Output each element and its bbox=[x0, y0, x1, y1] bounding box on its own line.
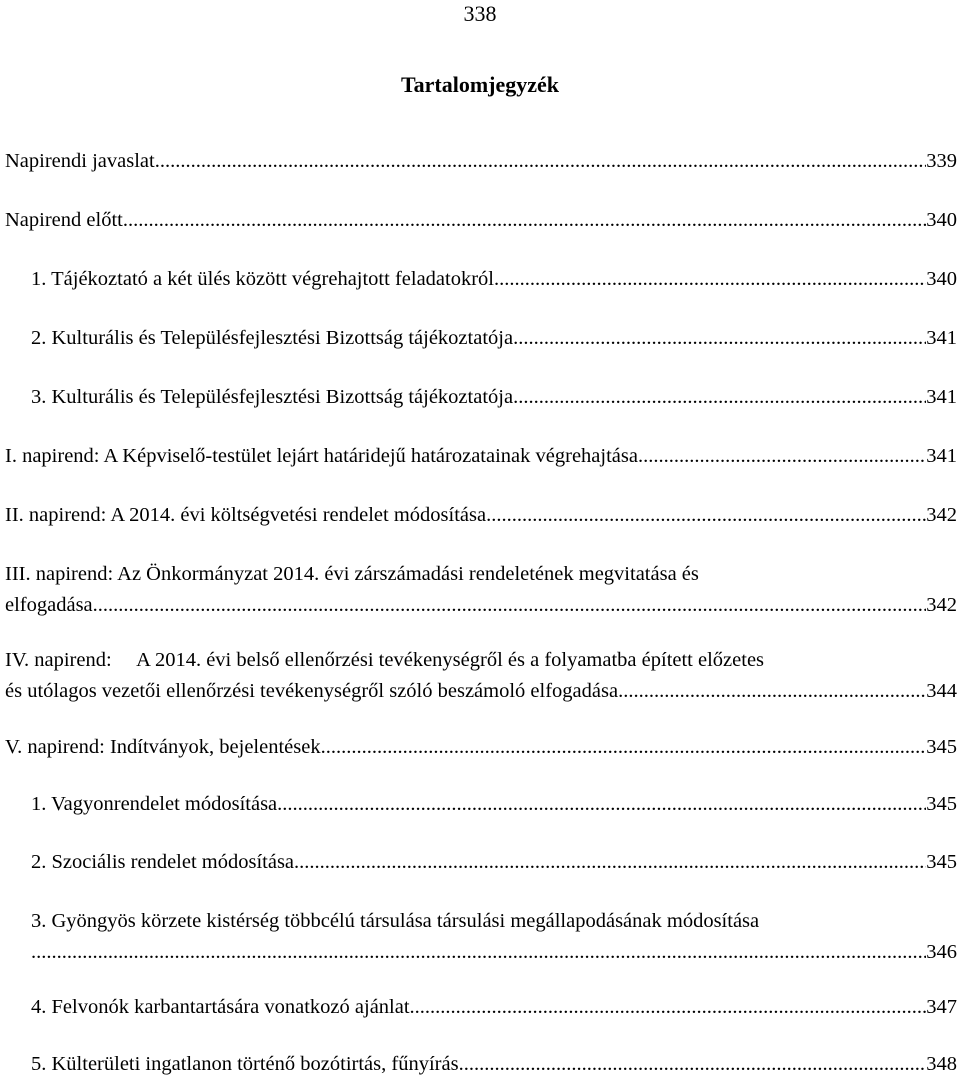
toc-entry-text: és utólagos vezetői ellenőrzési tevékenységről szóló beszámoló elfogadása bbox=[5, 680, 619, 702]
toc-entry-page: 341 bbox=[926, 327, 957, 349]
dot-leader bbox=[459, 1052, 927, 1076]
toc-entry-tajekoztato[interactable] bbox=[31, 267, 957, 291]
toc-entry-kisterseg-tarsulas[interactable] bbox=[31, 906, 957, 968]
toc-entry-text: 2. Kulturális és Településfejlesztési Bizottság tájékoztatója bbox=[31, 327, 514, 349]
toc-entry-first-line: 3. Gyöngyös körzete kistérség többcélú társulása társulási megállapodásának módosítása bbox=[31, 910, 760, 932]
toc-entry-page: 345 bbox=[926, 793, 957, 815]
toc-entry-text: Napirendi javaslat bbox=[5, 150, 155, 172]
toc-entry-felvonok[interactable] bbox=[31, 995, 957, 1019]
toc-entry-page: 342 bbox=[926, 504, 957, 526]
toc-entry-page: 345 bbox=[926, 736, 957, 758]
page-number: 338 bbox=[463, 1, 497, 26]
toc-entry-szocialis-rendelet[interactable] bbox=[31, 850, 957, 874]
dot-leader bbox=[513, 385, 926, 409]
dot-leader bbox=[321, 735, 927, 759]
toc-entry-page: 340 bbox=[926, 268, 957, 290]
toc-entry-napirend-2[interactable] bbox=[5, 503, 957, 527]
toc-entry-text: elfogadása bbox=[5, 594, 93, 616]
dot-leader bbox=[513, 326, 926, 350]
toc-entry-vagyonrendelet[interactable] bbox=[31, 792, 957, 816]
dot-leader bbox=[410, 995, 927, 1019]
dot-leader bbox=[618, 676, 926, 707]
toc-entry-napirend-5[interactable] bbox=[5, 735, 957, 759]
dot-leader bbox=[155, 149, 927, 173]
toc-entry-page: 341 bbox=[926, 445, 957, 467]
toc-entry-napirend-4[interactable] bbox=[5, 645, 957, 707]
toc-entry-text: 5. Külterületi ingatlanon történő bozótirtás, fűnyírás bbox=[31, 1053, 459, 1075]
toc-entry-napirendi-javaslat[interactable] bbox=[5, 149, 957, 173]
toc-entry-page: 340 bbox=[926, 209, 957, 231]
dot-leader bbox=[294, 850, 926, 874]
dot-leader bbox=[31, 937, 926, 968]
toc-entry-text: 1. Tájékoztató a két ülés között végrehajtott feladatokról bbox=[31, 268, 494, 290]
toc-entry-text: 2. Szociális rendelet módosítása bbox=[31, 851, 295, 873]
toc-entry-page: 347 bbox=[926, 996, 957, 1018]
toc-entry-text: II. napirend: A 2014. évi költségvetési rendelet módosítása bbox=[5, 504, 487, 526]
toc-entry-page: 342 bbox=[926, 594, 957, 616]
dot-leader bbox=[494, 267, 926, 291]
dot-leader bbox=[277, 792, 926, 816]
toc-entry-page: 341 bbox=[926, 386, 957, 408]
dot-leader bbox=[123, 208, 926, 232]
toc-entry-first-line: III. napirend: Az Önkormányzat 2014. évi zárszámadási rendeletének megvitatása és bbox=[5, 563, 699, 585]
toc-title: Tartalomjegyzék bbox=[400, 72, 560, 97]
toc-entry-page: 339 bbox=[926, 150, 957, 172]
toc-entry-text: I. napirend: A Képviselő-testület lejárt határidejű határozatainak végrehajtása bbox=[5, 445, 638, 467]
toc-entry-text: Napirend előtt bbox=[5, 209, 123, 231]
toc-entry-bizottsag-tajekoztato-3[interactable] bbox=[31, 385, 957, 409]
toc-entry-text: 3. Kulturális és Településfejlesztési Bizottság tájékoztatója bbox=[31, 386, 514, 408]
dot-leader bbox=[638, 444, 926, 468]
toc-entry-kulteruleti-ingatlan[interactable] bbox=[31, 1052, 957, 1076]
dot-leader bbox=[93, 590, 927, 621]
toc-entry-text: 1. Vagyonrendelet módosítása bbox=[31, 793, 278, 815]
toc-entry-napirend-elott[interactable] bbox=[5, 208, 957, 232]
toc-entry-page: 345 bbox=[926, 851, 957, 873]
toc-entry-text: 4. Felvonók karbantartására vonatkozó ajánlat bbox=[31, 996, 410, 1018]
toc-entry-bizottsag-tajekoztato-2[interactable] bbox=[31, 326, 957, 350]
toc-entry-page: 348 bbox=[926, 1053, 957, 1075]
toc-entry-napirend-1[interactable] bbox=[5, 444, 957, 468]
toc-entry-page: 346 bbox=[926, 941, 957, 963]
toc-entry-napirend-3[interactable] bbox=[5, 559, 957, 621]
toc-entry-first-line: IV. napirend: A 2014. évi belső ellenőrzési tevékenységről és a folyamatba épített előzetes bbox=[5, 649, 765, 671]
toc-entry-text: V. napirend: Indítványok, bejelentések bbox=[5, 736, 321, 758]
dot-leader bbox=[486, 503, 926, 527]
toc-entry-page: 344 bbox=[926, 680, 957, 702]
